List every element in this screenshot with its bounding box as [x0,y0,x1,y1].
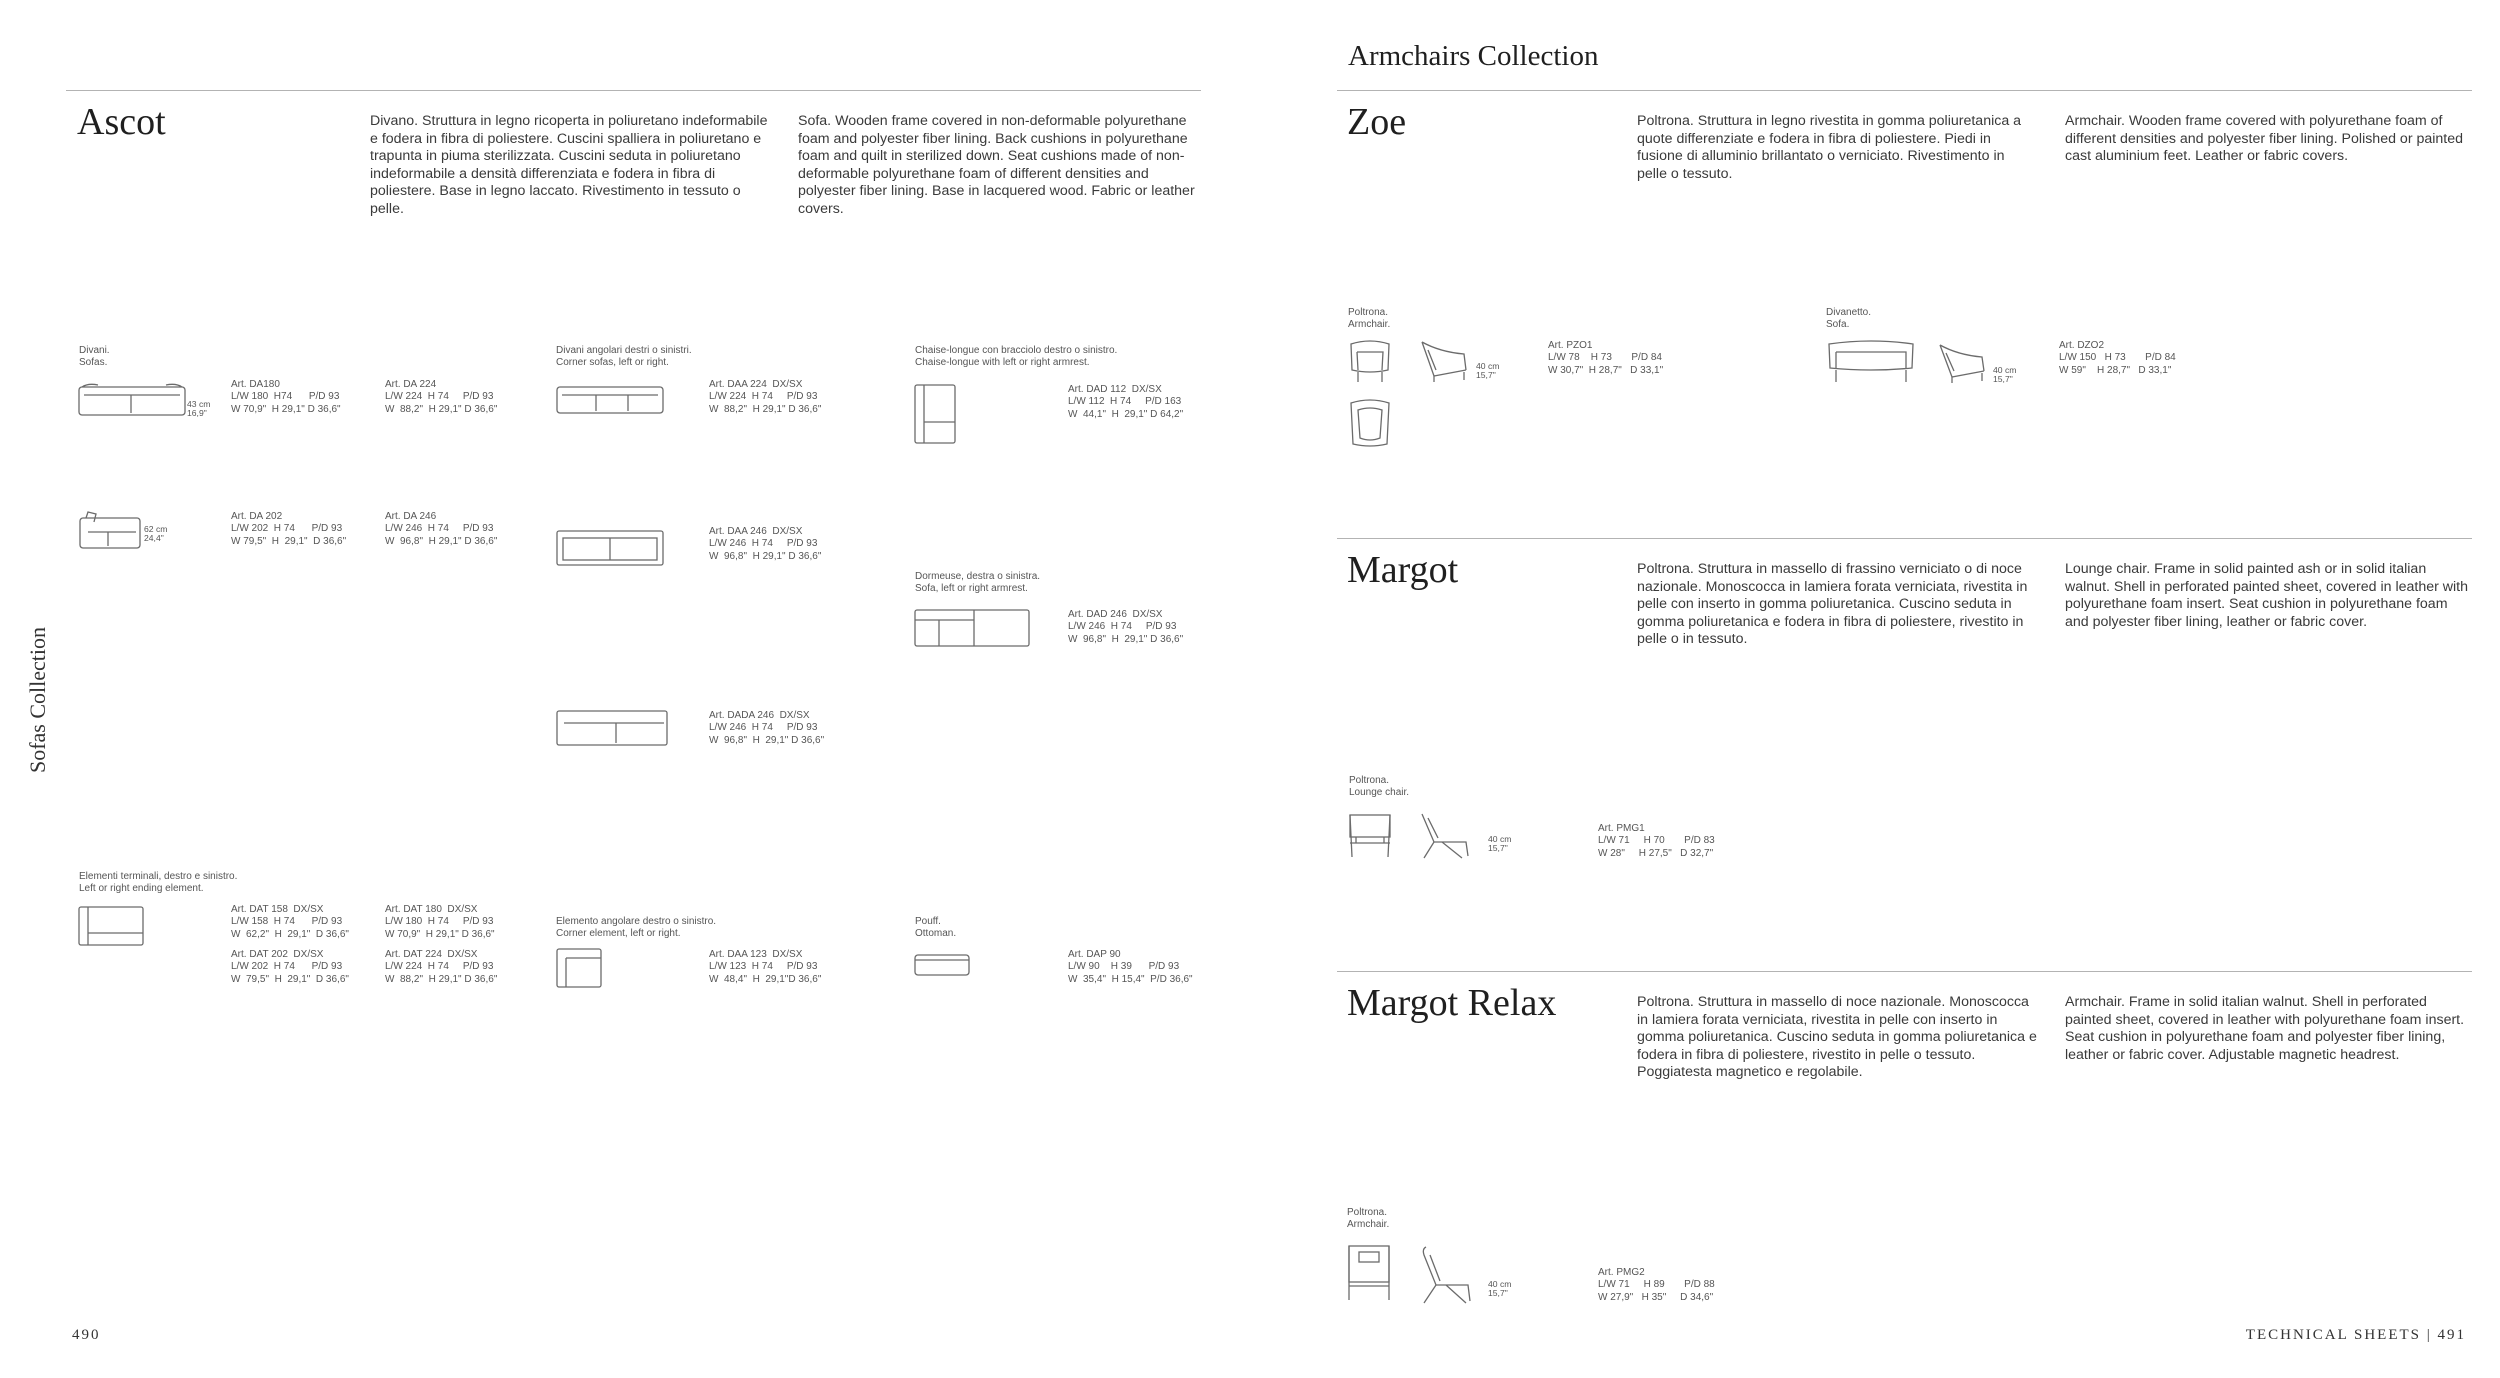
zoe-armchair-front-drawing [1348,340,1392,384]
rule-margot-relax [1337,971,2472,972]
rule-margot [1337,538,2472,539]
chaise-longue-drawing [914,384,958,446]
caption-dormeuse: Dormeuse, destra o sinistra. Sofa, left or right armrest. [915,571,1041,595]
zoe-armchair-side-drawing [1420,340,1470,384]
caption-sofas: Divani. Sofas. [79,345,110,369]
margot-relax-seat-dimension: 40 cm 15,7" [1488,1279,1512,1298]
collection-title-armchairs: Armchairs Collection [1348,40,1599,72]
zoe-sofa-side-drawing [1938,343,1988,385]
spec-dad246: Art. DAD 246 DX/SX L/W 246 H 74 P/D 93 W 96,8" H 29,1" D 36,6" [1068,609,1184,645]
caption-terminal-elements: Elementi terminali, destro e sinistro. Left or right ending element. [79,871,238,895]
spec-da246: Art. DA 246 L/W 246 H 74 P/D 93 W 96,8" H 29,1" D 36,6" [385,511,498,547]
caption-corner-sofas: Divani angolari destri o sinistri. Corner sofas, left or right. [556,345,692,369]
zoe-armchair-seat-dimension: 40 cm 15,7" [1476,361,1500,380]
margot-seat-dimension: 40 cm 15,7" [1488,834,1512,853]
zoe-desc-en: Armchair. Wooden frame covered with polyurethane foam of different densities and polyester fiber lining. Polished or painted cast aluminium feet. Leather or fabric covers. [2065,113,2464,165]
page-number-left: 490 [72,1327,101,1343]
ascot-desc-it: Divano. Struttura in legno ricoperta in poliuretano indeformabile e fodera in fibra di poliestere. Cuscini spalliera in poliuretano e trapunta in piuma sterilizzata. Cuscini seduta in poliuretano indeformabile a densità differenziata e fodera in fibra di poliestere. Base in legno laccato. Rivestimento in tessuto o pelle. [370,113,768,217]
title-ascot: Ascot [77,101,166,143]
spec-daa246: Art. DAA 246 DX/SX L/W 246 H 74 P/D 93 W 96,8" H 29,1" D 36,6" [709,526,822,562]
corner-element-drawing [556,948,604,990]
spec-da224: Art. DA 224 L/W 224 H 74 P/D 93 W 88,2" H 29,1" D 36,6" [385,379,498,415]
spec-dat224: Art. DAT 224 DX/SX L/W 224 H 74 P/D 93 W 88,2" H 29,1" D 36,6" [385,949,498,985]
spec-da180: Art. DA180 L/W 180 H74 P/D 93 W 70,9" H 29,1" D 36,6" [231,379,341,415]
caption-margot-lounge-chair: Poltrona. Lounge chair. [1349,775,1410,799]
spec-pmg1: Art. PMG1 L/W 71 H 70 P/D 83 W 28" H 27,5" D 32,7" [1598,823,1715,859]
spec-dzo2: Art. DZO2 L/W 150 H 73 P/D 84 W 59" H 28,7" D 33,1" [2059,340,2176,376]
page-number-right: TECHNICAL SHEETS | 491 [2245,1327,2466,1343]
spec-dap90: Art. DAP 90 L/W 90 H 39 P/D 93 W 35,4" H 15,4" P/D 36,6" [1068,949,1193,985]
corner-sofa-daa224-drawing [556,385,666,415]
spec-pzo1: Art. PZO1 L/W 78 H 73 P/D 84 W 30,7" H 28,7" D 33,1" [1548,340,1664,376]
title-zoe: Zoe [1347,101,1407,143]
spec-dat158: Art. DAT 158 DX/SX L/W 158 H 74 P/D 93 W 62,2" H 29,1" D 36,6" [231,904,349,940]
margot-relax-front-drawing [1345,1244,1393,1304]
spec-dada246: Art. DADA 246 DX/SX L/W 246 H 74 P/D 93 W 96,8" H 29,1" D 36,6" [709,710,825,746]
top-rule-right [1337,90,2472,91]
margot-chair-front-drawing [1348,813,1394,859]
spec-daa123: Art. DAA 123 DX/SX L/W 123 H 74 P/D 93 W 48,4" H 29,1"D 36,6" [709,949,822,985]
spec-dat180: Art. DAT 180 DX/SX L/W 180 H 74 P/D 93 W 70,9" H 29,1" D 36,6" [385,904,495,940]
margot-relax-side-drawing [1416,1245,1474,1305]
caption-zoe-armchair: Poltrona. Armchair. [1348,307,1391,331]
zoe-desc-it: Poltrona. Struttura in legno rivestita in gomma poliuretanica a quote differenziate e fodera in fibra di poliestere. Piedi in fusione di alluminio brillantato o verniciato. Rivestimento in pelle o tessuto. [1637,113,2022,182]
zoe-sofa-seat-dimension: 40 cm 15,7" [1993,365,2017,384]
terminal-element-drawing [78,905,146,947]
sofa-da180-drawing [78,383,188,417]
spec-daa224: Art. DAA 224 DX/SX L/W 224 H 74 P/D 93 W 88,2" H 29,1" D 36,6" [709,379,822,415]
top-rule-left [66,90,1201,91]
caption-margot-relax-armchair: Poltrona. Armchair. [1347,1207,1390,1231]
title-margot-relax: Margot Relax [1347,982,1557,1024]
spec-dat202: Art. DAT 202 DX/SX L/W 202 H 74 P/D 93 W 79,5" H 29,1" D 36,6" [231,949,349,985]
corner-sofa-dada246-drawing [556,709,671,747]
zoe-armchair-top-drawing [1348,400,1392,450]
ascot-desc-en: Sofa. Wooden frame covered in non-deformable polyurethane foam and polyester fiber lining. Back cushions in polyurethane foam and quilt in sterilized down. Seat cushions made of non-deformable polyurethane foam of different densities and polyester fiber lining. Base in lacquered wood. Fabric or leather covers. [798,113,1195,217]
ottoman-drawing [914,954,972,978]
sofa-da202-drawing [78,510,143,552]
corner-sofa-daa246-drawing [556,529,666,567]
spec-dad112: Art. DAD 112 DX/SX L/W 112 H 74 P/D 163 W 44,1" H 29,1" D 64,2" [1068,384,1184,420]
spec-pmg2: Art. PMG2 L/W 71 H 89 P/D 88 W 27,9" H 35" D 34,6" [1598,1267,1715,1303]
caption-corner-element: Elemento angolare destro o sinistro. Corner element, left or right. [556,916,717,940]
caption-ottoman: Pouff. Ottoman. [915,916,957,940]
margot-desc-en: Lounge chair. Frame in solid painted ash or in solid italian walnut. Shell in perforated painted sheet, covered in leather with polyurethane foam insert. Seat cushion in polyurethane foam and polyester fiber lining, leather or fabric cover. [2065,561,2469,630]
margot-relax-desc-en: Armchair. Frame in solid italian walnut. Shell in perforated painted sheet, covered in leather with polyurethane foam insert. Seat cushion in polyurethane foam and polyester fiber lining, leather or fabric cover. Adjustable magnetic headrest. [2065,994,2465,1063]
da202-height-dimension: 62 cm 24,4" [144,524,168,543]
margot-desc-it: Poltrona. Struttura in massello di frassino verniciato o di noce nazionale. Monoscocca in lamiera forata verniciata, rivestita in pelle con inserto in gomma poliuretanica. Cuscino seduta in gomma poliuretanica e fodera in fibra di poliestere, rivestito in pelle o in tessuto. [1637,561,2028,648]
margot-chair-side-drawing [1418,812,1472,860]
zoe-sofa-front-drawing [1826,340,1916,384]
dormeuse-drawing [914,608,1032,648]
caption-chaise-longue: Chaise-longue con bracciolo destro o sinistro. Chaise-longue with left or right armrest. [915,345,1118,369]
side-label-sofas-collection: Sofas Collection [25,626,50,774]
sofa-height-dimension: 43 cm 16,9" [187,399,211,418]
caption-zoe-sofa: Divanetto. Sofa. [1826,307,1872,331]
title-margot: Margot [1347,549,1459,591]
spec-da202: Art. DA 202 L/W 202 H 74 P/D 93 W 79,5" H 29,1" D 36,6" [231,511,347,547]
margot-relax-desc-it: Poltrona. Struttura in massello di noce nazionale. Monoscocca in lamiera forata verniciata, rivestita in pelle con inserto in gomma poliuretanica. Cuscino seduta in gomma poliuretanica e fodera in fibra di poliestere, rivestito in pelle o tessuto. Poggiatesta magnetico e regolabile. [1637,994,2037,1081]
